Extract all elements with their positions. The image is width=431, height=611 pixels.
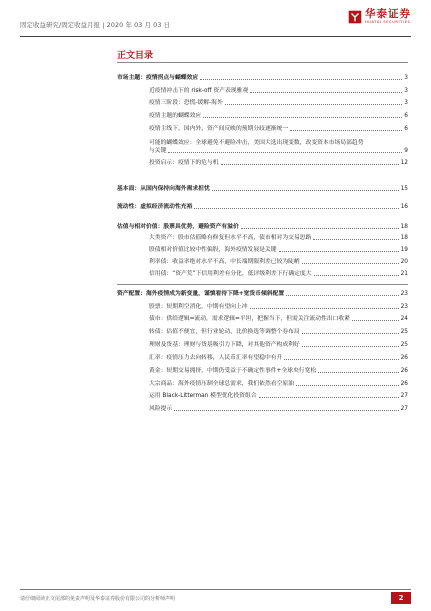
- toc-entry[interactable]: [149, 380, 408, 388]
- page-header: [20, 6, 411, 36]
- toc-entry-page: 9: [404, 148, 408, 154]
- toc-entry-page: 6: [404, 126, 408, 132]
- toc-leader-dots: [168, 152, 402, 153]
- toc-entry-label: 疫情三阶段：恐慌-缓解-海外: [149, 100, 223, 106]
- toc-entry-label: 债市：供给逻辑=流动，需求逻辑=平坦，把握当下，但需关注流动性出口收紧: [149, 316, 351, 322]
- toc-leader-dots: [302, 333, 399, 334]
- toc-entry-page: 26: [400, 368, 408, 374]
- toc-entry-label: 市场主题：疫情拐点与蝴蝶效应: [117, 75, 199, 81]
- toc-entry-page: 25: [400, 329, 408, 335]
- toc-entry-page: 3: [404, 75, 408, 81]
- toc-entry-page: 21: [400, 271, 408, 277]
- toc-leader-dots: [290, 130, 402, 131]
- toc-entry-label: 理财及货基：理财与货基吸引力下降，对其他资产构成利好: [149, 342, 300, 348]
- logo-chinese-name: 华泰证券: [365, 8, 411, 20]
- toc-leader-dots: [302, 263, 399, 264]
- toc-leader-dots: [259, 397, 399, 398]
- toc-leader-dots: [241, 228, 399, 229]
- toc-leader-dots: [318, 372, 398, 373]
- toc-entry-label: 汇率：疫情压力去向转移，人民币汇率有望稳中有升: [149, 355, 283, 361]
- toc-entry-page: 15: [400, 186, 408, 192]
- toc-entry-label: 大类资产：股市估值略有修复但水平不高，债市相对为交易思路: [149, 235, 312, 241]
- footer-disclaimer: 请仔细阅读正文尾部的免责声明及华泰证券股份有限公司的分析师声明: [20, 596, 176, 602]
- toc-entry-label: 资产配置：海外疫情成为新变量，谨慎看待下降+宽货币倾斜配置: [117, 291, 285, 297]
- toc-entry[interactable]: [149, 125, 408, 133]
- toc-leader-dots: [250, 92, 402, 93]
- toc-entry[interactable]: [149, 270, 408, 278]
- toc-entry-label: 黄金：短期交易拥挤，中期仍受益于不确定性事件+全球央行宽松: [149, 368, 317, 374]
- toc-leader-dots: [302, 346, 399, 347]
- toc-entry[interactable]: [149, 99, 408, 107]
- toc-leader-dots: [286, 295, 398, 296]
- toc-entry-label: 与关键: [149, 148, 167, 154]
- toc-entry-page: 25: [400, 342, 408, 348]
- toc-entry-page: 20: [400, 259, 408, 265]
- toc-title: 正文目录: [117, 51, 154, 61]
- toc-entry-page: 16: [400, 204, 408, 210]
- toc-entry[interactable]: [117, 203, 408, 211]
- page-number: 2: [391, 592, 411, 604]
- toc-entry-label: 风险提示: [149, 406, 173, 412]
- toc-section-rule: [117, 284, 408, 285]
- toc-entry[interactable]: [117, 74, 408, 82]
- toc-leader-dots: [352, 320, 399, 321]
- toc-entry-page: 6: [404, 113, 408, 119]
- header-divider: [20, 36, 411, 37]
- toc-leader-dots: [203, 117, 402, 118]
- toc-entry-page: 3: [404, 100, 408, 106]
- toc-entry[interactable]: [149, 354, 408, 362]
- toc-leader-dots: [313, 239, 398, 240]
- toc-leader-dots: [296, 385, 399, 386]
- toc-entry-page: 3: [404, 88, 408, 94]
- toc-entry-page: 24: [400, 316, 408, 322]
- toc-entry[interactable]: [149, 315, 408, 323]
- toc-entry-page: 27: [400, 406, 408, 412]
- toc-top-rule: [117, 62, 408, 63]
- toc-entry[interactable]: [149, 139, 408, 155]
- toc-entry[interactable]: [149, 112, 408, 120]
- footer-divider: [20, 589, 411, 590]
- company-logo: [348, 8, 411, 25]
- toc-entry-label: 大宗商品：海外疫情压制全球总需求，我们依然看空原油: [149, 381, 294, 387]
- toc-entry[interactable]: [149, 392, 408, 400]
- toc-entry-label: 转债：估值不便宜，但行业轮动、比价换选等调整个券布局: [149, 329, 300, 335]
- toc-entry-page: 19: [400, 247, 408, 253]
- toc-entry-label: 运用 Black-Litterman 模型优化投资组合: [149, 393, 257, 399]
- logo-english-name: HUATAI SECURITIES: [365, 20, 411, 24]
- toc-entry-label: 近疫情冲击下的 risk-off 资产表现雅观: [149, 88, 249, 94]
- toc-entry[interactable]: [149, 303, 408, 311]
- toc-entry-label: 股票：短期利空消化，中期有望向上冲: [149, 304, 248, 310]
- toc-entry-page: 23: [400, 291, 408, 297]
- toc-entry-label: 疫情主线下，国内外、资产间反映的预期分歧逐渐统一: [149, 126, 289, 132]
- toc-entry[interactable]: [149, 328, 408, 336]
- toc-entry[interactable]: [149, 341, 408, 349]
- toc-leader-dots: [194, 208, 398, 209]
- toc-entry-label: 可能的蝴蝶效应：全球避免不避险冲击，美国大选出现变数，改变资本市场局部趋势: [149, 140, 364, 146]
- toc-entry[interactable]: [149, 234, 408, 242]
- toc-entry[interactable]: [117, 223, 408, 231]
- report-category-date: 固定收益研究/固定收益月报 | 2020 年 03 月 03 日: [20, 21, 171, 29]
- toc-entry-page: 18: [400, 224, 408, 230]
- toc-entry[interactable]: [117, 185, 408, 193]
- toc-leader-dots: [174, 410, 398, 411]
- toc-leader-dots: [250, 308, 399, 309]
- toc-leader-dots: [284, 359, 398, 360]
- toc-entry-label: 基本面：从国内保持向海外需求担忧: [117, 186, 210, 192]
- toc-entry-page: 23: [400, 304, 408, 310]
- toc-entry[interactable]: [149, 87, 408, 95]
- toc-entry-page: 12: [400, 160, 408, 166]
- toc-entry-label: 股债相对价值比较中性偏股，海外疫情发展是关键: [149, 247, 277, 253]
- toc-entry[interactable]: [117, 290, 408, 298]
- toc-entry[interactable]: [149, 246, 408, 254]
- toc-entry-page: 18: [400, 235, 408, 241]
- toc-leader-dots: [212, 190, 399, 191]
- toc-entry-label: 疫情主题的蝴蝶效应: [149, 113, 202, 119]
- toc-entry-label: 投资启示：疫情下的危与机: [149, 160, 219, 166]
- toc-entry-page: 26: [400, 355, 408, 361]
- toc-entry-label: 流动性：虚拟经济流动性充裕: [117, 204, 193, 210]
- toc-leader-dots: [279, 251, 399, 252]
- toc-leader-dots: [225, 104, 403, 105]
- toc-entry[interactable]: [149, 258, 408, 266]
- toc-entry-label: 估值与相对价值：股票具优势，避险资产有溢价: [117, 224, 239, 230]
- toc-entry[interactable]: [149, 405, 408, 413]
- toc-entry-label: 利率债：收益率绝对水平不高，中长端期限利差已较为陡峭: [149, 259, 300, 265]
- toc-entry-page: 26: [400, 381, 408, 387]
- toc-leader-dots: [200, 79, 402, 80]
- toc-leader-dots: [221, 164, 399, 165]
- toc-entry-label: 信用债：“资产荒”下信用利差有分化，低评级利差下行确定度大: [149, 271, 312, 277]
- toc-entry-page: 27: [400, 393, 408, 399]
- huatai-logo-icon: [348, 10, 362, 24]
- toc-entry[interactable]: [149, 159, 408, 167]
- toc-leader-dots: [314, 275, 399, 276]
- toc-entry[interactable]: [149, 367, 408, 375]
